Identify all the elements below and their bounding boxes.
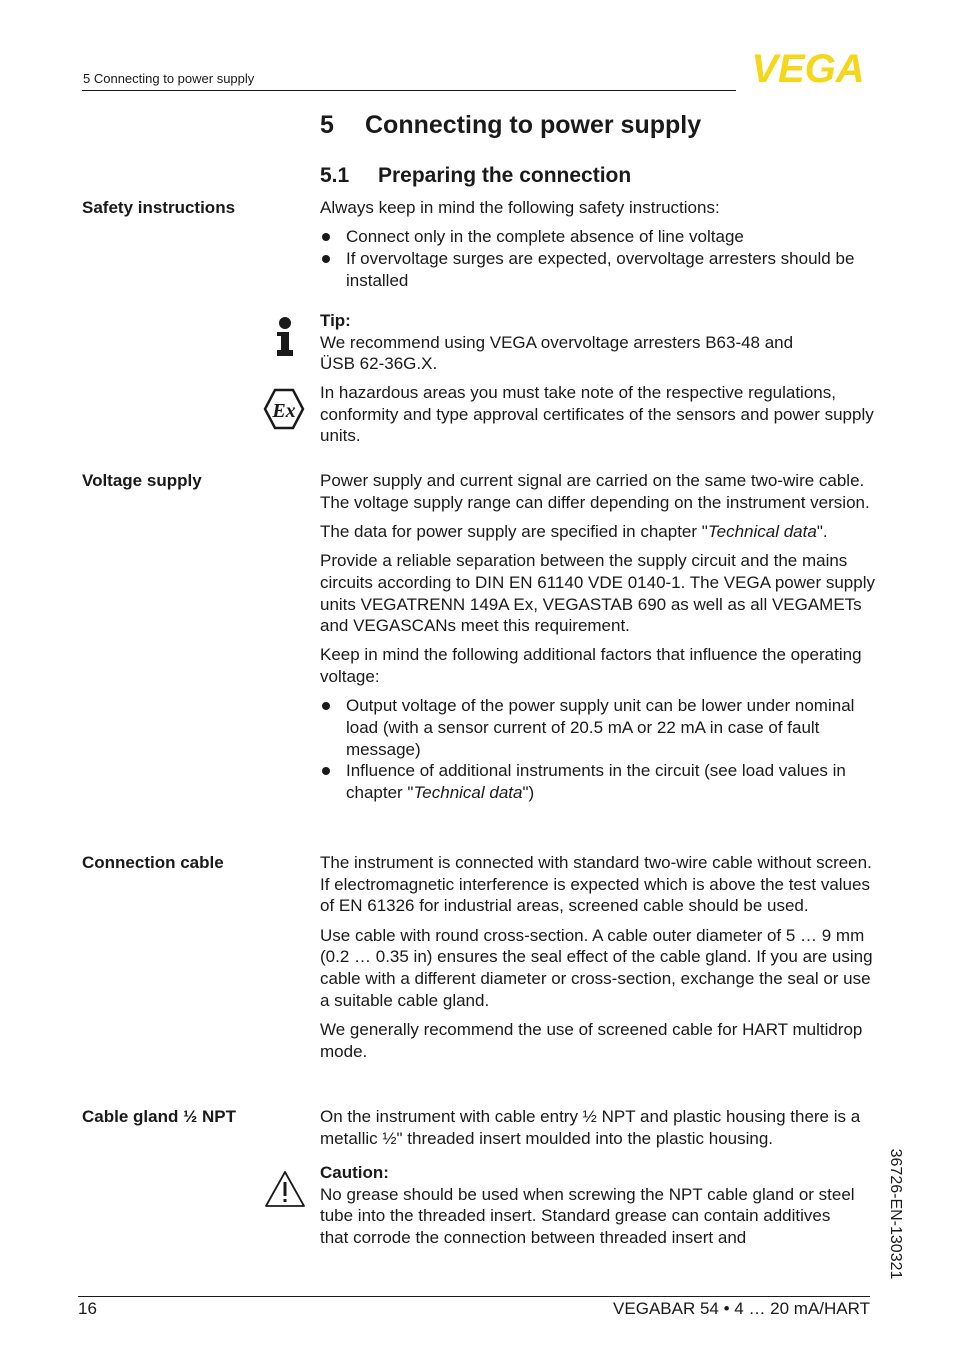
cable-p2: Use cable with round cross-section. A cable outer diameter of 5 … 9 mm (0.2 … 0.35 in) ensures the seal effect of the cable gland. If you are using cable with a different diameter or cross-section, exchange the seal or use a suitable cable gland. [320, 925, 873, 1010]
section-heading [320, 164, 631, 188]
side-label-gland: Cable gland ½ NPT [82, 1107, 236, 1126]
technical-data-ref: Technical data [413, 783, 523, 803]
running-header: 5 Connecting to power supply [83, 71, 255, 86]
voltage-p3: Provide a reliable separation between the supply circuit and the mains circuits according to DIN EN 61140 VDE 0140-1. The VEGA power supply units VEGATRENN 149A Ex, VEGASTAB 690 as well as all VEGAMETs and VEGASCANs meet this requirement. [320, 551, 875, 636]
section-title: Preparing the connection [378, 164, 632, 187]
safety-intro: Always keep in mind the following safety instructions: [320, 198, 720, 217]
voltage-block [320, 470, 880, 811]
info-icon [274, 316, 296, 358]
caution-block [320, 1162, 880, 1256]
page-number: 16 [78, 1299, 97, 1318]
caution-text: No grease should be used when screwing the NPT cable gland or steel tube into the threaded insert. Standard grease can contain additives that corrode the connection between threaded insert and [320, 1184, 855, 1248]
footer-rule [78, 1296, 870, 1297]
chapter-title: Connecting to power supply [365, 111, 702, 139]
header-rule [82, 90, 736, 91]
tip-text: We recommend using VEGA overvoltage arresters B63-48 and ÜSB 62-36G.X. [320, 332, 794, 374]
gland-block [320, 1106, 880, 1157]
chapter-heading [320, 111, 701, 140]
document-title: VEGABAR 54 • 4 … 20 mA/HART [613, 1299, 870, 1318]
side-label-voltage: Voltage supply [82, 471, 202, 490]
safety-bullet-1: Connect only in the complete absence of line voltage [320, 226, 880, 248]
chapter-number: 5 [320, 111, 334, 139]
gland-p1: On the instrument with cable entry ½ NPT and plastic housing there is a metallic ½" threaded insert moulded into the plastic housing. [320, 1107, 861, 1148]
voltage-list [320, 695, 880, 804]
voltage-p2: The data for power supply are specified in chapter "Technical data". [320, 521, 828, 541]
safety-list [320, 226, 880, 291]
cable-block [320, 852, 880, 1070]
technical-data-ref: Technical data [707, 521, 817, 541]
svg-text:Ex: Ex [272, 400, 296, 422]
vega-logo [742, 52, 874, 84]
side-label-cable: Connection cable [82, 853, 224, 872]
vega-logo-text: VEGA [751, 52, 865, 84]
voltage-bullet-2: Influence of additional instruments in the circuit (see load values in chapter "Technical data") [320, 760, 880, 803]
cable-p1: The instrument is connected with standard two-wire cable without screen. If electromagnetic interference is expected which is above the test values of EN 61326 for industrial areas, screened cable should be used. [320, 853, 872, 916]
voltage-p4: Keep in mind the following additional factors that influence the operating voltage: [320, 645, 862, 687]
ex-icon [263, 388, 305, 430]
voltage-p1: Power supply and current signal are carried on the same two-wire cable. The voltage supply range can differ depending on the instrument version. [320, 471, 870, 512]
tip-block [320, 310, 880, 383]
document-id: 36726-EN-130321 [887, 1148, 904, 1280]
section-number: 5.1 [320, 164, 350, 187]
cable-p3: We generally recommend the use of screened cable for HART multidrop mode. [320, 1019, 863, 1061]
ex-text: In hazardous areas you must take note of the respective regulations, conformity and type approval certificates of the sensors and power supply units. [320, 383, 874, 446]
caution-title: Caution: [320, 1163, 389, 1182]
side-label-safety: Safety instructions [82, 198, 236, 217]
tip-title: Tip: [320, 311, 351, 330]
ex-block [320, 382, 880, 455]
safety-bullet-2: If overvoltage surges are expected, overvoltage arresters should be installed [320, 248, 880, 291]
voltage-bullet-1: Output voltage of the power supply unit can be lower under nominal load (with a sensor current of 20.5 mA or 22 mA in case of fault message) [320, 695, 880, 760]
warning-icon [264, 1170, 306, 1208]
safety-block [320, 197, 880, 299]
